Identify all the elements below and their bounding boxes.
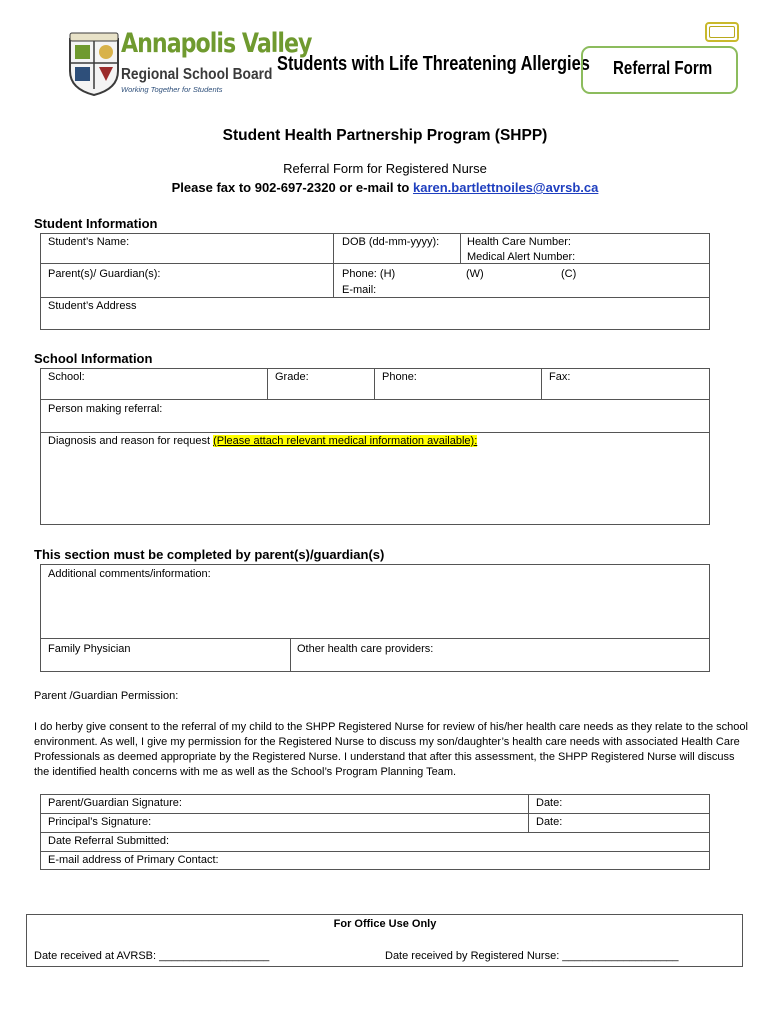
parent-section-table <box>40 564 710 672</box>
referral-form-tab-label: Referral Form <box>613 58 713 78</box>
divider <box>374 368 375 399</box>
org-tagline: Working Together for Students <box>121 85 223 94</box>
divider <box>40 813 710 814</box>
page-title: Student Health Partnership Program (SHPP) <box>222 127 548 144</box>
phone-work-field[interactable]: (W) <box>466 268 484 280</box>
phone-home-field[interactable]: Phone: (H) <box>342 268 396 280</box>
date-received-nurse[interactable]: Date received by Registered Nurse: ___________________ <box>385 950 679 962</box>
parent-signature-field[interactable]: Parent/Guardian Signature: <box>48 797 182 809</box>
office-use-heading: For Office Use Only <box>333 918 437 930</box>
divider <box>460 233 461 263</box>
comments-field[interactable]: Additional comments/information: <box>48 568 211 580</box>
diagnosis-label: Diagnosis and reason for request <box>48 435 214 447</box>
parent-signature-date[interactable]: Date: <box>536 797 563 809</box>
divider <box>333 233 334 297</box>
dob-field[interactable]: DOB (dd-mm-yyyy): <box>342 236 440 248</box>
phone-cell-field[interactable]: (C) <box>561 268 577 280</box>
primary-contact-email-field[interactable]: E-mail address of Primary Contact: <box>48 854 219 866</box>
school-phone-field[interactable]: Phone: <box>382 371 417 383</box>
divider <box>267 368 268 399</box>
tab-handle-inner <box>709 26 735 38</box>
health-card-field[interactable]: Health Care Number: <box>467 236 571 248</box>
other-providers-field[interactable]: Other health care providers: <box>297 643 434 655</box>
divider <box>40 638 710 639</box>
principal-signature-date[interactable]: Date: <box>536 816 563 828</box>
parents-field[interactable]: Parent(s)/ Guardian(s): <box>48 268 161 280</box>
crest-icon <box>66 31 122 97</box>
permission-heading: Parent /Guardian Permission: <box>34 690 179 702</box>
fax-prefix: Please fax to 902-697-2320 or e-mail to <box>171 180 413 195</box>
parent-section-heading: This section must be completed by parent(s)/guardian(s) <box>34 547 385 562</box>
email-field[interactable]: E-mail: <box>342 284 377 296</box>
divider <box>40 432 710 433</box>
divider <box>528 794 529 832</box>
org-subtitle: Regional School Board <box>121 66 273 83</box>
document-topic: Students with Life Threatening Allergies <box>277 53 590 75</box>
school-fax-field[interactable]: Fax: <box>549 371 571 383</box>
page-subtitle: Referral Form for Registered Nurse <box>283 161 487 176</box>
fax-instructions <box>0 180 770 195</box>
divider <box>40 851 710 852</box>
divider <box>40 263 710 264</box>
permission-text: I do herby give consent to the referral of my child to the SHPP Registered Nurse for review of his/her health care needs as they relate to the school environment. As well, I give my permission for the Registered Nurse to discuss my son/daughter’s health care needs with associated Health Care Professionals as deemed appropriate by the Registered Nurse. I understand that after this assessment, the SHPP Registered Nurse will discuss the identified health concerns with me as well as the School’s Program Planning Team. <box>34 721 748 778</box>
email-link[interactable]: karen.bartlettnoiles@avrsb.ca <box>412 180 599 195</box>
grade-field[interactable]: Grade: <box>275 371 309 383</box>
principal-signature-field[interactable]: Principal’s Signature: <box>48 816 152 828</box>
school-info-heading: School Information <box>34 351 153 366</box>
family-physician-field[interactable]: Family Physician <box>48 643 131 655</box>
divider <box>290 638 291 672</box>
divider <box>541 368 542 399</box>
date-submitted-field[interactable]: Date Referral Submitted: <box>48 835 170 847</box>
student-address-field[interactable]: Student’s Address <box>48 300 137 312</box>
diagnosis-field[interactable] <box>48 435 477 447</box>
student-info-heading: Student Information <box>34 216 158 231</box>
date-received-avrsb[interactable]: Date received at AVRSB: __________________ <box>34 950 270 962</box>
student-name-field[interactable]: Student’s Name: <box>48 236 130 248</box>
referrer-field[interactable]: Person making referral: <box>48 403 163 415</box>
school-field[interactable]: School: <box>48 371 85 383</box>
org-name: Annapolis Valley <box>121 28 312 59</box>
diagnosis-note: (Please attach relevant medical information available): <box>213 435 478 447</box>
divider <box>40 297 710 298</box>
divider <box>40 399 710 400</box>
medical-alert-field[interactable]: Medical Alert Number: <box>467 251 576 263</box>
divider <box>40 832 710 833</box>
